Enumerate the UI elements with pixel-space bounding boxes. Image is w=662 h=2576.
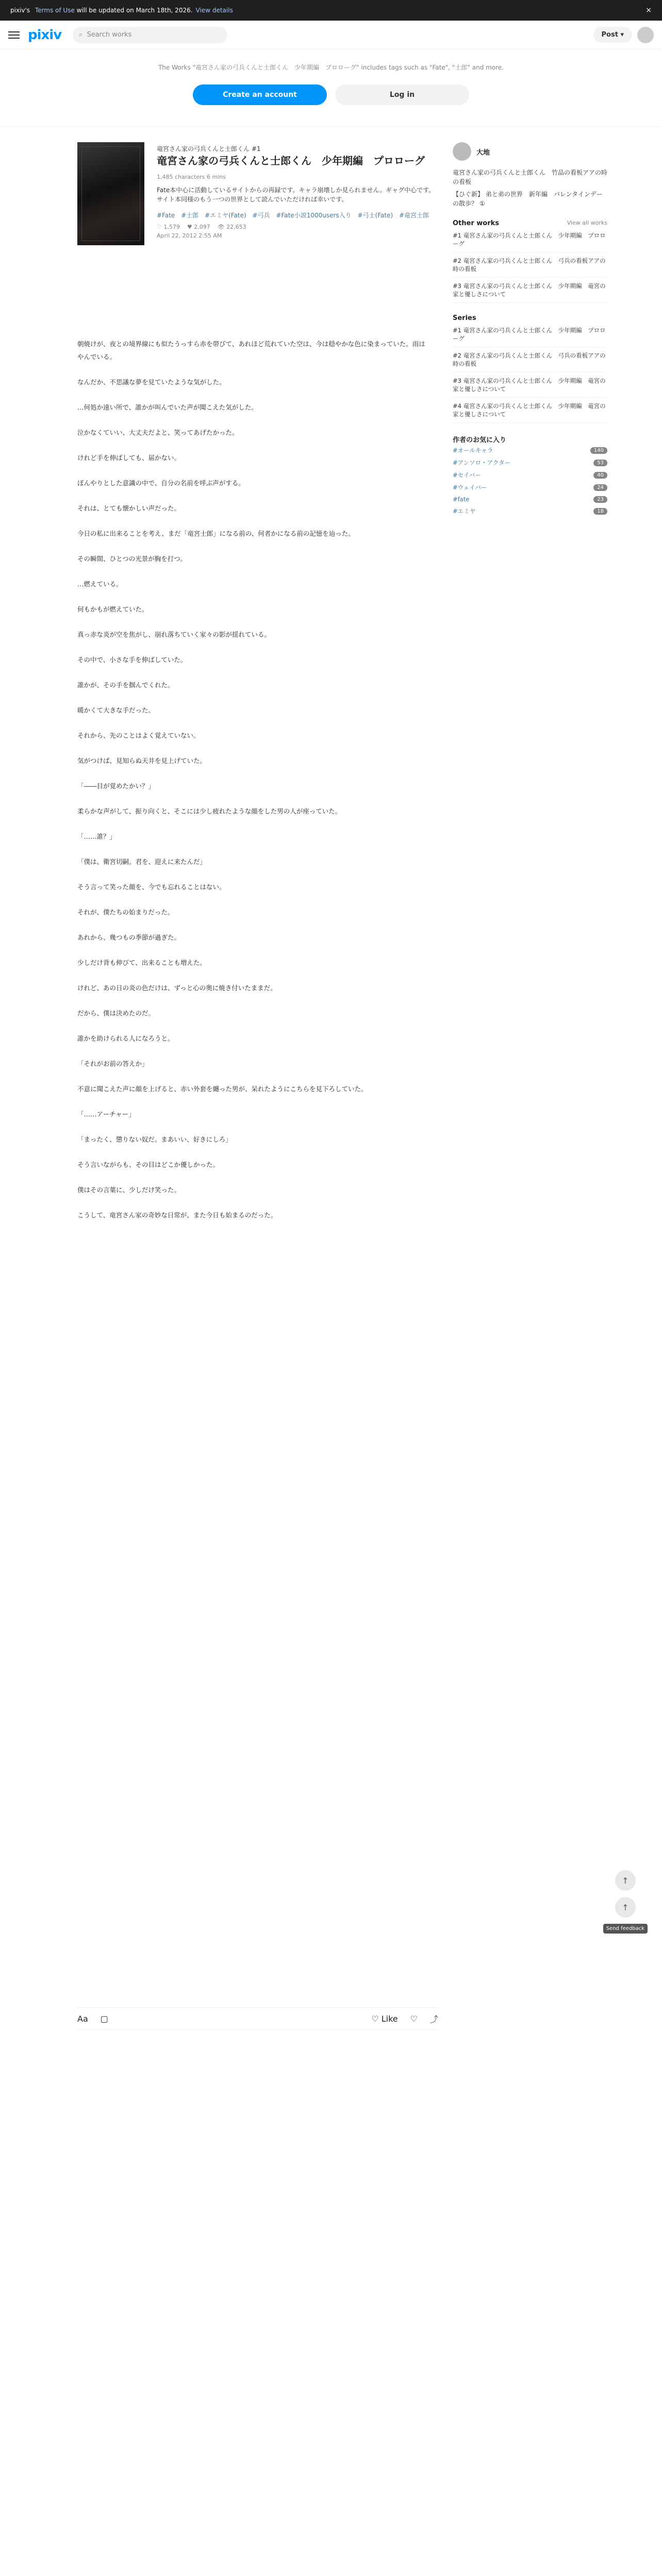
font-size-icon[interactable]: Aa (77, 2013, 88, 2024)
paragraph: 不意に聞こえた声に顔を上げると、赤い外套を纏った男が、呆れたようにこちらを見下ろしていた。 (77, 1084, 368, 1093)
tag-name: #セイバー (453, 471, 482, 479)
search-icon: ⌕ (79, 31, 83, 39)
paragraph: 「まったく、懲りない奴だ。まあいい、好きにしろ」 (77, 1135, 232, 1143)
favorite-tag[interactable] (453, 456, 607, 469)
paragraph: 「それがお前の答えか」 (77, 1059, 148, 1067)
tag-list (157, 210, 438, 221)
other-work-item[interactable]: #3 竜宮さん家の弓兵くんと士郎くん 少年期編 竜宮の家と優しさについて (453, 278, 607, 303)
tag[interactable]: #Fate (157, 212, 175, 219)
tag-count: 140 (590, 447, 607, 454)
tag[interactable]: #士郎 (181, 212, 199, 219)
paragraph: けれど手を伸ばしても、届かない。 (77, 453, 181, 462)
tag-count: 53 (593, 460, 607, 466)
view-details-link[interactable]: View details (195, 7, 233, 14)
action-bar (77, 2007, 438, 2030)
work-header (77, 142, 438, 245)
paragraph: 誰かを助けられる人になろうと。 (77, 1034, 174, 1042)
close-icon[interactable]: × (646, 6, 652, 14)
other-works-header (453, 219, 607, 227)
sidebar-author-name[interactable]: 大地 (476, 148, 490, 157)
paragraph: 誰かが、その手を掴んでくれた。 (77, 681, 174, 689)
signup-promo (0, 49, 662, 127)
favorite-tag[interactable] (453, 505, 607, 517)
scroll-up-icon[interactable]: ↑ (615, 1870, 636, 1891)
paragraph: そう言って笑った顔を、今でも忘れることはない。 (77, 883, 226, 891)
tag-name: #オールキャラ (453, 447, 493, 454)
like-button[interactable]: ♡ Like (371, 2013, 398, 2024)
feedback-button[interactable]: Send feedback (603, 1924, 648, 1934)
paragraph: …何処か遠い所で、誰かが叫んでいた声が聞こえた気がした。 (77, 403, 258, 411)
cover-image[interactable] (77, 142, 144, 245)
paragraph: 「……誰？」 (77, 832, 117, 840)
favorite-tags-header (453, 434, 607, 444)
work-description: Fate本中心に活動しているサイトからの再録です。キャラ崩壊しか見られません。ギャグ中心です。サイト本同様のもう一つの世界として読んでいただければ幸いです。 (157, 187, 435, 203)
post-date: April 22, 2012 2:55 AM (157, 232, 222, 239)
paragraph: 気がつけば、見知らぬ天井を見上げていた。 (77, 756, 207, 765)
bookmark-icon[interactable]: ▢ (100, 2013, 108, 2024)
tag-count: 23 (593, 496, 607, 503)
series-item[interactable]: #4 竜宮さん家の弓兵くんと士郎くん 少年期編 竜宮の家と優しさについて (453, 398, 607, 423)
sidebar (453, 127, 607, 1234)
paragraph: その中で、小さな手を伸ばしていた。 (77, 655, 187, 664)
search-input[interactable] (73, 27, 227, 43)
heart-icon[interactable]: ♡ (410, 2013, 418, 2024)
paragraph: それが、僕たちの始まりだった。 (77, 908, 174, 916)
like-count: ♡ 1,579 (157, 224, 180, 230)
login-button[interactable]: Log in (335, 84, 469, 105)
paragraph: …燃えている。 (77, 580, 123, 588)
paragraph: そう言いながらも、その目はどこか優しかった。 (77, 1160, 220, 1168)
menu-icon[interactable] (8, 31, 20, 39)
paragraph: それは、とても懐かしい声だった。 (77, 504, 181, 512)
series-header (453, 314, 607, 322)
share-icon[interactable]: ⤴ (429, 2014, 438, 2024)
series-label[interactable]: 竜宮さん家の弓兵くんと士郎くん #1 (157, 145, 261, 152)
paragraph: 真っ赤な炎が空を焦がし、崩れ落ちていく家々の影が揺れている。 (77, 630, 271, 638)
paragraph: 少しだけ背も伸びて、出来ることも増えた。 (77, 958, 206, 967)
tag-name: #fate (453, 496, 470, 503)
work-meta: 1,485 characters 6 mins (157, 174, 226, 180)
series-item[interactable]: #2 竜宮さん家の弓兵くんと士郎くん 弓兵の看板アアの時の看板 (453, 347, 607, 372)
other-works-title: Other works (453, 219, 500, 227)
bookmark-count: ♥ 2,097 (187, 224, 210, 230)
paragraph: こうして、竜宮さん家の奇妙な日常が、また今日も始まるのだった。 (77, 1211, 277, 1219)
paragraph: 「――目が覚めたかい？」 (77, 782, 155, 790)
view-count: 👁 22,653 (217, 224, 246, 230)
floating-controls (603, 1870, 648, 1934)
paragraph: 今日の私に出来ることを考え、まだ「竜宮士郎」になる前の、何者かになる前の記憶を辿った。 (77, 529, 355, 537)
terms-link[interactable]: Terms of Use (35, 7, 75, 14)
top-header (0, 21, 662, 49)
favorite-tag[interactable] (453, 469, 607, 481)
favorite-tag[interactable] (453, 444, 607, 456)
favorite-tag[interactable] (453, 481, 607, 494)
paragraph: なんだか、不思議な夢を見ていたような気がした。 (77, 378, 226, 386)
paragraph: ぼんやりとした意識の中で、自分の名前を呼ぶ声がする。 (77, 479, 245, 487)
series-item[interactable]: #1 竜宮さん家の弓兵くんと士郎くん 少年期編 プロローグ (453, 322, 607, 347)
promo-text: The Works "竜宮さん家の弓兵くんと士郎くん 少年期編 プロローグ" includes tags such as "Fate", "士郎" and more. (158, 64, 504, 71)
other-work-item[interactable]: #2 竜宮さん家の弓兵くんと士郎くん 弓兵の看板アアの時の看板 (453, 252, 607, 278)
paragraph: 「僕は、衛宮切嗣。君を、迎えに来たんだ」 (77, 857, 207, 866)
sidebar-link[interactable]: 竜宮さん家の弓兵くんと士郎くん 竹品の看板アアの時の看板 (453, 169, 608, 185)
paragraph: 泣かなくていい、大丈夫だよと、笑ってあげたかった。 (77, 428, 239, 436)
tag[interactable]: #エミヤ(Fate) (205, 212, 246, 219)
scroll-up-icon[interactable]: ↑ (615, 1897, 636, 1918)
tag[interactable]: #弓兵 (252, 212, 270, 219)
sidebar-avatar[interactable] (453, 142, 471, 161)
create-account-button[interactable]: Create an account (193, 84, 327, 105)
paragraph: その瞬間、ひとつの光景が胸を打つ。 (77, 554, 187, 563)
tag-name: #アンソロ・アクター (453, 459, 511, 466)
other-work-item[interactable]: #1 竜宮さん家の弓兵くんと士郎くん 少年期編 プロローグ (453, 227, 607, 252)
pixiv-logo[interactable]: pixiv (28, 27, 62, 43)
tag[interactable]: #竜宮士郎 (399, 212, 429, 219)
series-item[interactable]: #3 竜宮さん家の弓兵くんと士郎くん 少年期編 竜宮の家と優しさについて (453, 372, 607, 398)
paragraph: 朝焼けが、夜との境界線にも似たうっすら赤を帯びて、あれほど荒れていた空は、今は穏やかな色に染まっていた。雨はやんでいる。 (77, 340, 425, 361)
sidebar-link[interactable]: 【ひぐ新】 弟と弟の世界 新年編 バレンタインデーの散歩？ ① (453, 191, 603, 207)
view-all-link[interactable]: View all works (567, 219, 607, 226)
paragraph: 何もかもが燃えていた。 (77, 605, 148, 613)
series-title: Series (453, 314, 476, 322)
tag-count: 18 (593, 508, 607, 515)
paragraph: 「……アーチャー」 (77, 1110, 135, 1118)
tag-name: #エミヤ (453, 507, 476, 515)
work-title: 竜宮さん家の弓兵くんと士郎くん 少年期編 プロローグ (157, 155, 425, 167)
paragraph: だから、僕は決めたのだ。 (77, 1009, 155, 1017)
paragraph: 暖かくて大きな手だった。 (77, 706, 155, 714)
paragraph: 柔らかな声がして、振り向くと、そこには少し疲れたような顔をした男の人が座っていた。 (77, 807, 342, 815)
banner-site: pixiv's (10, 7, 30, 14)
favorite-tags-title: 作者のお気に入り (453, 436, 507, 444)
tag-count: 24 (593, 484, 607, 491)
novel-body (77, 338, 438, 1222)
paragraph: あれから、幾つもの季節が過ぎた。 (77, 933, 181, 941)
tag-count: 40 (593, 472, 607, 479)
favorite-tag[interactable] (453, 494, 607, 505)
sidebar-links (453, 168, 607, 208)
tag-name: #ウェイバー (453, 484, 487, 491)
announcement-banner (0, 0, 662, 21)
tag[interactable]: #Fate小説1000users入り (276, 212, 352, 219)
work-stats (157, 224, 438, 230)
paragraph: それから、先のことはよく覚えていない。 (77, 731, 200, 739)
avatar[interactable] (637, 27, 654, 43)
tag[interactable]: #弓士(Fate) (357, 212, 393, 219)
banner-text: will be updated on March 18th, 2026. (76, 7, 193, 14)
search-placeholder: Search works (87, 31, 132, 39)
paragraph: けれど、あの日の炎の色だけは、ずっと心の奥に焼き付いたままだ。 (77, 984, 277, 992)
post-button[interactable]: Post ▾ (593, 27, 632, 43)
main-content (77, 127, 438, 2024)
paragraph: 僕はその言葉に、少しだけ笑った。 (77, 1185, 181, 1194)
